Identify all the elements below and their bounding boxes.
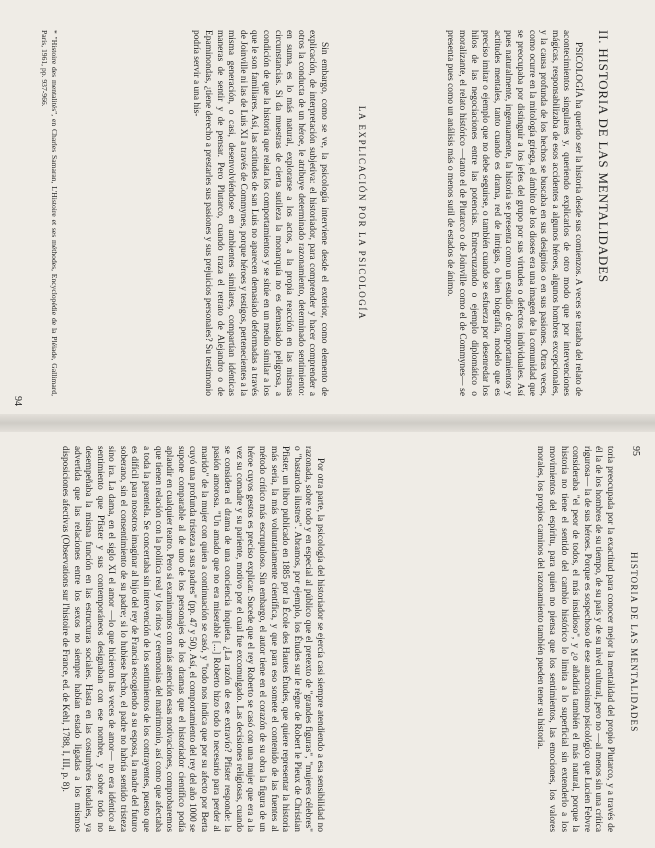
page-number: 94 <box>12 396 23 406</box>
book-gutter <box>0 414 655 432</box>
chapter-title: II. HISTORIA DE LAS MENTALIDADES <box>596 30 611 283</box>
body-paragraph: PSICOLOGÍA ha querido ser la historia desde sus comienzos. A veces se trataba del relato de acontecimientos singulares y, queriendo explicarlos de otro modo que por intervenciones mágicas, responsabilizaba de esos accidentes a algunos héroes, algunos hombres excepcionales, y la causa profunda de los hechos se buscaba en sus designios o en sus pasiones. Otras veces, como ocurre en la mitología griega, el ámbito de los dioses era una imagen de la comunidad que se preocupaba por distinguir a los jefes del grupo por sus virtudes o defectos individuales. Así pues naturalmente, ingenuamente, la historia se presenta como un estudio de comportamientos y actitudes mentales, tanto cuando es drama, red de intrigas, o bien biografía, modelo que es preciso imitar o ejemplo que no debe seguirse, o también cuando se esfuerza por desenredar los hilos de las negociaciones entre las potencias. Entrecruzando o ejemplo diplomático o moralizante, el relato histórico —tanto el de Plutarco o de Joinville como el de Commynes— se presenta pues como un análisis más o menos sutil de estados de ánimo. <box>445 30 583 396</box>
body-paragraph: Por otra parte, la psicología del historiador se ejercía casi siempre atendiendo a esa sensibilidad no razonada, sobre todo y en especial al público que el pretexto de "grandes figuras", "mujeres célebres" o "bastardos ilustres". Abramos, por ejemplo, los Études sur le règne de Robert le Pieux de Christian Pfister, un libro publicado en 1885 por la École des Hautes Études, que quiere representar la historia más seria, la más voluntariamente científica, y que para eso somete el contenido de las fuentes al método crítico más escrupuloso. Sin embargo, el autor tiene en el corazón de su obra la figura de un héroe cuyos gestos es preciso explicar. Sucede que el rey Roberto se casó con una mujer que era a la vez su comadre y su pariente, motivo por el cual fue excomulgado. Las decisiones religiosas, cuando se considera el drama de una conciencia inquieta. ¿La razón de ese extravío? Pfister responde: la pasión amorosa. "Un amado que no era miserable [...] Roberto hizo todo lo necesario para perder al marido" de la mujer con quien a continuación se casó, y "todo nos indica que por su afecto por Berta cuyó una profunda tristeza a sus padres" (pp. 47 y 50). Así, el comportamiento del rey del año 1000 se supone comparable al de uno de los personajes de los dramas que el historiador científico podía aplaudir en cualquier teatro. Pero si examinamos con más atención esas motivaciones, comprobaremos que tienen relación con la política real y los ritos y ceremonias del matrimonio, así como que afectaba a toda la parentela. Se concertaba sin intervención de los sentimientos de los contrayentes, puesto que es difícil para nosotros imaginar al hijo del rey de Francia escogiendo a su esposa, la madre del futuro soberano, sin el consentimiento de su padre; si lo hubiese hecho, el padre no habría sentido tristeza sino ira. La dama, en el siglo XI el amor —lo que hicieron las veces de amor— no era idéntico al sentimiento que Pfister y sus contemporáneos designaban con ese nombre, y sobre todo no desempeñaba la misma función en las estructuras sociales. Hasta en las costumbres feudales, ya advertida que las relaciones entre los sexos no siempre habían estado ligadas a los mismos disposiciones afectivas (Observations sur l'histoire de France, ed. de Kehl, 1788, I, III, p. 8). <box>59 446 325 832</box>
footnote: * "Histoire des mentalités", en Charles Samaran, L'Histoire et ses méthodes, Encyclopédie de la Pléiade, Gallimard, París, 1961, pp. 937-966. <box>40 30 59 396</box>
page-number: 95 <box>630 446 641 456</box>
body-paragraph: toria preocupada por la exactitud para conocer mejor la mentalidad del propio Plutarco, y a través de él la de los hombres de su tiempo, de su país y de su nivel cultural, pero no —al menos sin una crítica rigurosa— la de sus héroes. Porque es sospechoso de ese anacronismo psicológico que Lucien Febvre consideraba "el peor de todos, el más insidioso", y ¿o añadiría también el más natural, porque la historia no tiene el sentido del cambio histórico lo limita a lo superficial sin extenderlo a los movimientos del espíritu, para quien no piensa que los sentimientos, las emociones, los valores morales, los propios caminos del razonamiento también pueden tener su historia. <box>535 446 615 832</box>
left-page <box>0 0 655 414</box>
running-head: HISTORIA DE LAS MENTALIDADES <box>629 552 639 733</box>
body-paragraph: Sin embargo, como se ve, la psicología interviene desde el exterior, como elemento de explicación, de interpretación subjetiva: el historiador, para comprender y hacer comprender a otros la conducta de un héroe, le atribuye determinado razonamiento, determinado sentimiento: en suma, es lo más natural, explorarse a los actos, a la propia reacción en las mismas circunstancias. Si da muestras de cierta sutileza la monarquía no es demasiado peligrosa, a condición de que la historia que relata los comportamientos y se sitúe en un medio similar a los que le son familiares. Así, las actitudes de san Luis no aparecen demasiado deformadas a través de Joinville ni las de Luis XI a través de Commynes, porque héroes y testigos, pertenecientes a la misma generación, o casi, desenvolviéndose en ambientes similares, compartían idénticas maneras de sentir y de pensar. Pero Plutarco, cuando traza el retrato de Alejandro o de Epaminondas, ¿tiene derecho a prestarles sus pasiones y sus prejuicios personales? Su testimonio podría servir a una his- <box>191 30 329 396</box>
section-title: LA EXPLICACIÓN POR LA PSICOLOGÍA <box>357 105 367 321</box>
right-page <box>0 432 655 848</box>
